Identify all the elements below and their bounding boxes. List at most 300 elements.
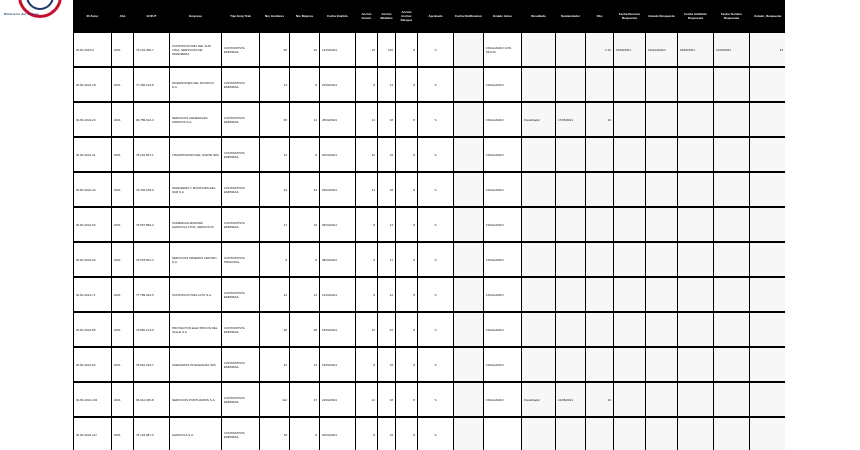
col-header[interactable]: Año: [112, 0, 134, 33]
table-cell[interactable]: ID-6F-2021-24: [74, 102, 112, 137]
col-header[interactable]: Fecha Emitido: [320, 0, 356, 33]
table-cell[interactable]: [614, 172, 646, 207]
table-cell[interactable]: FINALIZADO: [484, 277, 522, 312]
table-cell[interactable]: 8: [396, 137, 418, 172]
table-cell[interactable]: 14/06/2021: [714, 33, 750, 68]
table-cell[interactable]: S: [418, 347, 454, 382]
table-cell[interactable]: 8: [290, 137, 320, 172]
table-cell[interactable]: 8: [396, 172, 418, 207]
table-cell[interactable]: [714, 347, 750, 382]
table-cell[interactable]: FINALIZADO: [484, 67, 522, 102]
table-cell[interactable]: [586, 67, 614, 102]
table-cell[interactable]: 15: [378, 137, 396, 172]
table-cell[interactable]: S: [418, 277, 454, 312]
table-cell[interactable]: [646, 347, 678, 382]
table-cell[interactable]: [454, 137, 484, 172]
table-cell[interactable]: 58: [260, 33, 290, 68]
table-cell[interactable]: [522, 137, 556, 172]
spreadsheet: [73, 0, 785, 450]
table-cell[interactable]: 8: [396, 382, 418, 417]
table-cell[interactable]: ID-6F-2021-71: [74, 277, 112, 312]
table-cell[interactable]: [750, 137, 786, 172]
table-cell[interactable]: [522, 277, 556, 312]
table-cell[interactable]: [646, 312, 678, 347]
table-cell[interactable]: CONTRATISTA EMPRESA: [222, 312, 260, 347]
table-cell[interactable]: Fiscalizador: [522, 382, 556, 417]
table-cell[interactable]: 12/03/2021: [320, 33, 356, 68]
table-cell[interactable]: INVERSIONES DEL PACIFICO S.A.: [170, 67, 222, 102]
table-cell[interactable]: 76.890.123-6: [134, 312, 170, 347]
table-cell[interactable]: 25/03/2021: [320, 102, 356, 137]
table-cell[interactable]: TRANSPORTES DEL NORTE SPA: [170, 137, 222, 172]
table-cell[interactable]: ID-6F-2021-42: [74, 172, 112, 207]
col-header[interactable]: Estado_Respuesta: [750, 0, 786, 33]
col-header[interactable]: Accion Medidas: [378, 0, 396, 33]
table-cell[interactable]: [614, 312, 646, 347]
table-cell[interactable]: [586, 242, 614, 277]
table-cell[interactable]: CONTRATISTA PRINCIPAL: [222, 242, 260, 277]
table-cell[interactable]: FINALIZADO: [484, 137, 522, 172]
table-cell[interactable]: 77.789.012-5: [134, 277, 170, 312]
table-cell[interactable]: CONTRATISTA EMPRESA: [222, 347, 260, 382]
table-cell[interactable]: 2021: [112, 382, 134, 417]
table-cell[interactable]: [678, 417, 714, 450]
table-cell[interactable]: [750, 102, 786, 137]
table-cell[interactable]: ID-6F-2021-103: [74, 382, 112, 417]
table-cell[interactable]: 2021: [112, 312, 134, 347]
table-cell[interactable]: [714, 382, 750, 417]
table-cell[interactable]: [646, 417, 678, 450]
table-cell[interactable]: FINALIZADO: [484, 382, 522, 417]
table-cell[interactable]: [586, 172, 614, 207]
table-cell[interactable]: [646, 382, 678, 417]
table-cell[interactable]: CONTRATISTA EMPRESA: [222, 172, 260, 207]
table-cell[interactable]: [614, 347, 646, 382]
table-cell[interactable]: 14: [290, 277, 320, 312]
table-cell[interactable]: 18: [378, 102, 396, 137]
table-cell[interactable]: [678, 347, 714, 382]
table-cell[interactable]: 76.123.456-7: [134, 33, 170, 68]
table-cell[interactable]: [646, 137, 678, 172]
table-cell[interactable]: 1.12: [586, 33, 614, 68]
table-cell[interactable]: [678, 172, 714, 207]
agency-name: Ministerio del Trabajo: [4, 12, 40, 16]
table-cell[interactable]: FINALIZADO: [484, 172, 522, 207]
table-cell[interactable]: [714, 67, 750, 102]
table-cell[interactable]: 2021: [112, 172, 134, 207]
table-cell[interactable]: [556, 33, 586, 68]
table-cell[interactable]: 6: [356, 242, 378, 277]
table-cell[interactable]: 8: [396, 33, 418, 68]
table-cell[interactable]: 14: [260, 67, 290, 102]
table-cell[interactable]: ID-6F-2021-5: [74, 33, 112, 68]
table-cell[interactable]: 96.012.345-8: [134, 382, 170, 417]
table-cell[interactable]: CONTRATISTA EMPRESA: [222, 33, 260, 68]
table-cell[interactable]: [556, 137, 586, 172]
table-cell[interactable]: 22/03/2021: [320, 67, 356, 102]
table-cell[interactable]: [522, 347, 556, 382]
table-cell[interactable]: [714, 102, 750, 137]
table-cell[interactable]: [750, 277, 786, 312]
table-cell[interactable]: 14: [356, 172, 378, 207]
table-cell[interactable]: FINALIZADO: [484, 207, 522, 242]
table-cell[interactable]: FINALIZADO: [646, 33, 678, 68]
table-cell[interactable]: 22: [260, 347, 290, 382]
table-cell[interactable]: 22/04/2021: [320, 382, 356, 417]
table-cell[interactable]: 9: [260, 242, 290, 277]
table-cell[interactable]: 11: [378, 242, 396, 277]
table-cell[interactable]: [454, 277, 484, 312]
table-cell[interactable]: 27: [290, 382, 320, 417]
table-cell[interactable]: [522, 242, 556, 277]
table-cell[interactable]: [454, 312, 484, 347]
table-body: [74, 33, 786, 450]
table-cell[interactable]: [586, 417, 614, 450]
header-row: [74, 0, 786, 33]
table-cell[interactable]: S: [418, 242, 454, 277]
col-header[interactable]: Nro Hombres: [260, 0, 290, 33]
table-cell[interactable]: 16: [290, 33, 320, 68]
table-cell[interactable]: [484, 417, 522, 450]
table-cell[interactable]: 2021: [112, 417, 134, 450]
table-cell[interactable]: [522, 172, 556, 207]
table-cell[interactable]: [556, 417, 586, 450]
table-cell[interactable]: 8: [396, 67, 418, 102]
table-cell[interactable]: ID-6F-2021-85: [74, 312, 112, 347]
table-cell[interactable]: [556, 242, 586, 277]
table-cell[interactable]: [556, 312, 586, 347]
table-cell[interactable]: [454, 33, 484, 68]
table-cell[interactable]: [678, 67, 714, 102]
table-cell[interactable]: 8: [396, 207, 418, 242]
table-cell[interactable]: 8: [396, 242, 418, 277]
table-cell[interactable]: [714, 207, 750, 242]
table-cell[interactable]: 29/03/2021: [320, 172, 356, 207]
table-cell[interactable]: FINALIZADO: [484, 347, 522, 382]
table-cell[interactable]: [454, 207, 484, 242]
table-cell[interactable]: 79.567.890-2: [134, 207, 170, 242]
table-cell[interactable]: [678, 102, 714, 137]
table-cell[interactable]: [556, 207, 586, 242]
table-cell[interactable]: S: [418, 102, 454, 137]
table-cell[interactable]: [556, 347, 586, 382]
table-cell[interactable]: [586, 347, 614, 382]
table-row: [74, 347, 786, 382]
table-cell[interactable]: [646, 277, 678, 312]
table-cell[interactable]: [750, 207, 786, 242]
table-cell[interactable]: [714, 417, 750, 450]
table-cell[interactable]: [678, 137, 714, 172]
table-cell[interactable]: 14: [290, 102, 320, 137]
table-cell[interactable]: [556, 67, 586, 102]
table-cell[interactable]: 21/05/2021: [556, 382, 586, 417]
table-cell[interactable]: 15: [356, 33, 378, 68]
table-cell[interactable]: 2021: [112, 67, 134, 102]
table-cell[interactable]: S: [418, 207, 454, 242]
table-cell[interactable]: [586, 277, 614, 312]
table-cell[interactable]: [586, 312, 614, 347]
table-cell[interactable]: [454, 102, 484, 137]
table-cell[interactable]: [586, 207, 614, 242]
table-cell[interactable]: 08/04/2021: [320, 242, 356, 277]
table-cell[interactable]: 8: [356, 417, 378, 450]
table-cell[interactable]: PROYECTOS ELECTRICOS DEL VALLE S.A.: [170, 312, 222, 347]
table-cell[interactable]: [586, 137, 614, 172]
table-cell[interactable]: 24: [290, 172, 320, 207]
table-cell[interactable]: [614, 242, 646, 277]
table-cell[interactable]: SERVICIOS MINEROS CENTRO S.A.: [170, 242, 222, 277]
col-header[interactable]: Fecha Termino Respuesta: [714, 0, 750, 33]
table-cell[interactable]: 17: [260, 207, 290, 242]
table-cell[interactable]: 16: [378, 347, 396, 382]
table-cell[interactable]: 14: [356, 102, 378, 137]
col-header[interactable]: Obs: [586, 0, 614, 33]
table-cell[interactable]: 8: [356, 67, 378, 102]
col-header[interactable]: Sustanciador: [556, 0, 586, 33]
table-cell[interactable]: S: [418, 33, 454, 68]
table-cell[interactable]: 18: [378, 172, 396, 207]
table-cell[interactable]: CONTRATISTA EMPRESA: [222, 102, 260, 137]
col-header[interactable]: Id RUT: [134, 0, 170, 33]
table-cell[interactable]: 34: [750, 33, 786, 68]
table-row: [74, 382, 786, 417]
table-cell[interactable]: 2021: [112, 207, 134, 242]
table-cell[interactable]: [614, 207, 646, 242]
table-cell[interactable]: 8: [396, 312, 418, 347]
table-cell[interactable]: CONSTRUCTORA DEL SUR LTDA. SERVICIOS DE INGENIERIA: [170, 33, 222, 68]
table-cell[interactable]: AGRICOLA S.A.: [170, 417, 222, 450]
table-cell[interactable]: CONTRATISTA EMPRESA: [222, 207, 260, 242]
table-cell[interactable]: 12/04/2021: [320, 277, 356, 312]
table-cell[interactable]: 10: [356, 137, 378, 172]
table-cell[interactable]: ID-6F-2021-92: [74, 347, 112, 382]
table-cell[interactable]: [678, 242, 714, 277]
table-cell[interactable]: S: [418, 382, 454, 417]
table-cell[interactable]: S: [418, 312, 454, 347]
table-cell[interactable]: [714, 277, 750, 312]
table-cell[interactable]: [522, 67, 556, 102]
table-cell[interactable]: [750, 417, 786, 450]
col-header[interactable]: Accion Instruc Riesgos: [396, 0, 418, 33]
table-cell[interactable]: 17/05/2021: [556, 102, 586, 137]
table-cell[interactable]: CONTRATISTA EMPRESA: [222, 417, 260, 450]
table-cell[interactable]: 12: [378, 277, 396, 312]
table-cell[interactable]: [556, 172, 586, 207]
table-cell[interactable]: [556, 277, 586, 312]
table-cell[interactable]: 19: [586, 102, 614, 137]
table-cell[interactable]: 8: [396, 277, 418, 312]
table-cell[interactable]: [454, 242, 484, 277]
table-cell[interactable]: 38: [260, 312, 290, 347]
table-cell[interactable]: [614, 382, 646, 417]
table-cell[interactable]: 14: [378, 67, 396, 102]
table-cell[interactable]: [750, 382, 786, 417]
table-cell[interactable]: [646, 172, 678, 207]
table-cell[interactable]: 16: [290, 207, 320, 242]
table-cell[interactable]: Fiscalizador: [522, 102, 556, 137]
table-cell[interactable]: [714, 242, 750, 277]
table-cell[interactable]: [750, 347, 786, 382]
table-cell[interactable]: S: [418, 67, 454, 102]
table-cell[interactable]: S: [418, 417, 454, 450]
table-cell[interactable]: 8: [290, 242, 320, 277]
table-cell[interactable]: SERVICIOS GENERALES ANDINOS S.A.: [170, 102, 222, 137]
table-cell[interactable]: [678, 277, 714, 312]
table-cell[interactable]: [522, 207, 556, 242]
table-cell[interactable]: ID-6F-2021-53: [74, 207, 112, 242]
table-cell[interactable]: 19: [586, 382, 614, 417]
table-cell[interactable]: [714, 137, 750, 172]
table-cell[interactable]: 05/04/2021: [320, 207, 356, 242]
table-cell[interactable]: CONTRATISTA EMPRESA: [222, 382, 260, 417]
table-cell[interactable]: FINALIZADO: [484, 312, 522, 347]
table-cell[interactable]: 12: [260, 137, 290, 172]
table-cell[interactable]: 112: [260, 382, 290, 417]
table-cell[interactable]: [714, 312, 750, 347]
table-cell[interactable]: 76.678.901-4: [134, 242, 170, 277]
col-header[interactable]: Aprobado: [418, 0, 454, 33]
col-header[interactable]: Fecha Admitido Respuesta: [678, 0, 714, 33]
col-header[interactable]: Resultado: [522, 0, 556, 33]
table-cell[interactable]: 78.234.567-1: [134, 137, 170, 172]
table-cell[interactable]: 2021: [112, 137, 134, 172]
table-cell[interactable]: 14: [378, 207, 396, 242]
table-cell[interactable]: SERVICIOS PORTUARIOS S.A.: [170, 382, 222, 417]
table-cell[interactable]: 2021: [112, 33, 134, 68]
table-cell[interactable]: [646, 102, 678, 137]
table-cell[interactable]: ID-6F-2021-64: [74, 242, 112, 277]
table-cell[interactable]: 78.901.234-7: [134, 347, 170, 382]
table-cell[interactable]: [614, 417, 646, 450]
table-row: [74, 33, 786, 68]
table-cell[interactable]: ID-6F-2021-117: [74, 417, 112, 450]
table-cell[interactable]: [750, 172, 786, 207]
table-cell[interactable]: FINALIZADO: [484, 242, 522, 277]
data-table: [73, 0, 785, 450]
table-cell[interactable]: S: [418, 172, 454, 207]
table-cell[interactable]: 8: [290, 67, 320, 102]
table-row: [74, 137, 786, 172]
table-cell[interactable]: [646, 242, 678, 277]
col-header[interactable]: Fecha Notificacion: [454, 0, 484, 33]
table-row: [74, 312, 786, 347]
table-cell[interactable]: [454, 347, 484, 382]
table-cell[interactable]: 26/03/2021: [320, 137, 356, 172]
table-cell[interactable]: [614, 67, 646, 102]
table-cell[interactable]: 76.123.987-0: [134, 417, 170, 450]
table-cell[interactable]: ID-6F-2021-31: [74, 137, 112, 172]
table-cell[interactable]: [522, 33, 556, 68]
table-cell[interactable]: [750, 67, 786, 102]
table-cell[interactable]: INGENIERIA Y MONTAJES DEL SUR S.A.: [170, 172, 222, 207]
table-cell[interactable]: COMERCIALIZADORA AGRICOLA LTDA. SERVICIOS: [170, 207, 222, 242]
table-cell[interactable]: FINALIZADO: [484, 102, 522, 137]
table-cell[interactable]: [646, 207, 678, 242]
table-cell[interactable]: 2021: [112, 277, 134, 312]
table-cell[interactable]: 2021: [112, 242, 134, 277]
table-cell[interactable]: 120: [378, 33, 396, 68]
table-cell[interactable]: 77.456.123-8: [134, 67, 170, 102]
table-cell[interactable]: 2021: [112, 347, 134, 382]
table-cell[interactable]: CONTRATISTA EMPRESA: [222, 277, 260, 312]
table-cell[interactable]: 24: [260, 277, 290, 312]
table-cell[interactable]: [522, 312, 556, 347]
table-cell[interactable]: [614, 102, 646, 137]
table-cell[interactable]: [522, 417, 556, 450]
table-row: [74, 207, 786, 242]
table-cell[interactable]: 9: [356, 277, 378, 312]
table-cell[interactable]: [614, 137, 646, 172]
table-cell[interactable]: [454, 382, 484, 417]
col-header[interactable]: Estado Respuesta: [646, 0, 678, 33]
table-cell[interactable]: 8: [290, 417, 320, 450]
table-row: [74, 102, 786, 137]
table-row: [74, 67, 786, 102]
table-cell[interactable]: FINALIZADO CON MULTA: [484, 33, 522, 68]
table-cell[interactable]: ASESORIAS INTEGRALES SPA: [170, 347, 222, 382]
table-cell[interactable]: 2021: [112, 102, 134, 137]
table-cell[interactable]: 18: [378, 382, 396, 417]
table-row: [74, 277, 786, 312]
table-cell[interactable]: [454, 67, 484, 102]
table-cell[interactable]: 8: [396, 417, 418, 450]
table-cell[interactable]: 15/04/2021: [320, 312, 356, 347]
table-cell[interactable]: S: [418, 137, 454, 172]
table-cell[interactable]: 22: [378, 312, 396, 347]
col-header[interactable]: Fecha Recurso Respuesta: [614, 0, 646, 33]
table-cell[interactable]: 16: [356, 312, 378, 347]
col-header[interactable]: Accion Inmed.: [356, 0, 378, 33]
table-cell[interactable]: [454, 417, 484, 450]
table-cell[interactable]: 65: [260, 102, 290, 137]
col-header[interactable]: Nro Mujeres: [290, 0, 320, 33]
table-cell[interactable]: 14: [290, 347, 320, 382]
table-cell[interactable]: 24: [260, 172, 290, 207]
table-cell[interactable]: ID-6F-2021-18: [74, 67, 112, 102]
col-header[interactable]: Tipo Emp Trab: [222, 0, 260, 33]
table-cell[interactable]: 38: [290, 312, 320, 347]
table-cell[interactable]: 12: [356, 382, 378, 417]
table-cell[interactable]: 15/06/2021: [614, 33, 646, 68]
col-header[interactable]: Empresa: [170, 0, 222, 33]
table-cell[interactable]: 8: [396, 347, 418, 382]
col-header[interactable]: Estado Aviso: [484, 0, 522, 33]
table-cell[interactable]: [714, 172, 750, 207]
table-cell[interactable]: CONSTRUCTORA ALTO S.A.: [170, 277, 222, 312]
table-cell[interactable]: [614, 277, 646, 312]
table-cell[interactable]: [750, 242, 786, 277]
table-cell[interactable]: 8: [356, 347, 378, 382]
table-cell[interactable]: 8: [356, 207, 378, 242]
table-cell[interactable]: 76.345.678-9: [134, 172, 170, 207]
table-cell[interactable]: 19/04/2021: [320, 347, 356, 382]
table-cell[interactable]: [678, 207, 714, 242]
table-cell[interactable]: CONTRATISTA EMPRESA: [222, 137, 260, 172]
table-cell[interactable]: [646, 67, 678, 102]
table-cell[interactable]: 15: [378, 417, 396, 450]
table-cell[interactable]: [678, 382, 714, 417]
table-cell[interactable]: 26/04/2021: [320, 417, 356, 450]
table-cell[interactable]: [750, 312, 786, 347]
table-cell[interactable]: [454, 172, 484, 207]
table-cell[interactable]: 96.789.012-3: [134, 102, 170, 137]
table-cell[interactable]: 18/06/2021: [678, 33, 714, 68]
table-cell[interactable]: [678, 312, 714, 347]
table-cell[interactable]: 8: [396, 102, 418, 137]
table-cell[interactable]: 18: [260, 417, 290, 450]
col-header[interactable]: ID Aviso: [74, 0, 112, 33]
table-cell[interactable]: CONTRATISTA EMPRESA: [222, 67, 260, 102]
